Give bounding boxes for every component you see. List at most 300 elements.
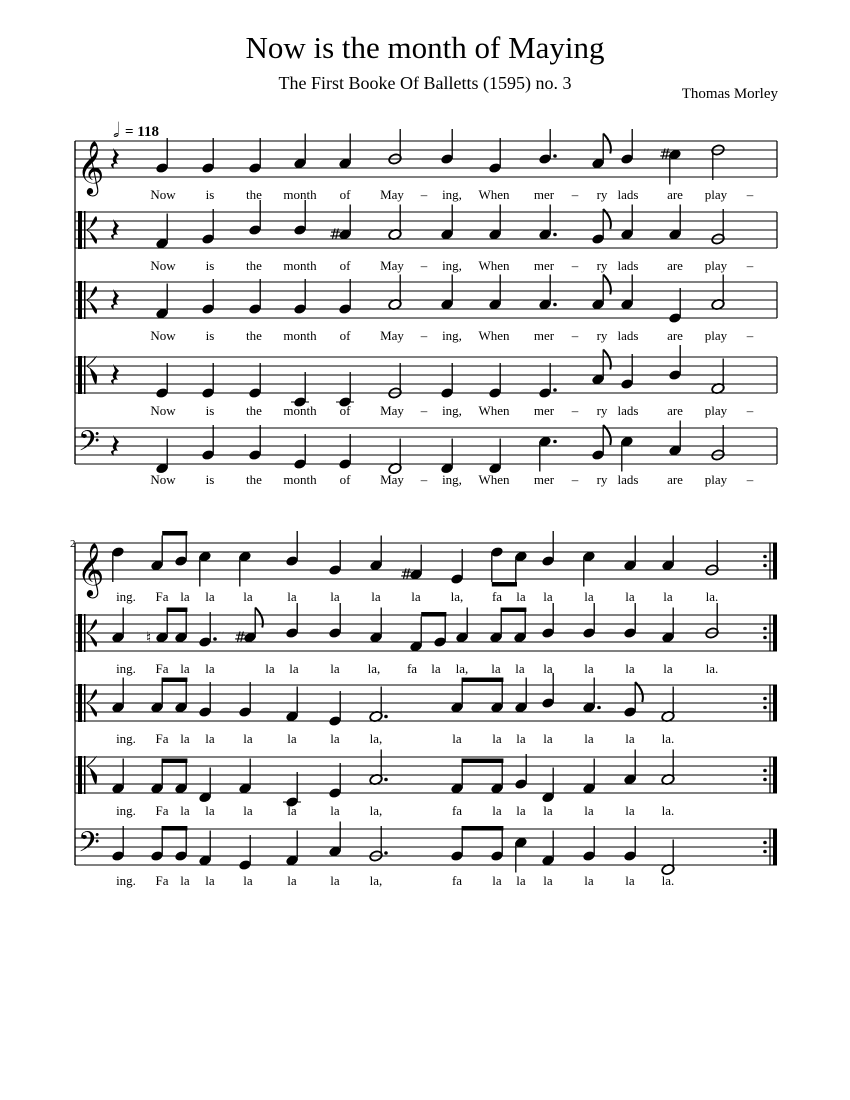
note [248, 279, 262, 315]
lyric-syllable: la [289, 661, 299, 676]
note [582, 759, 596, 795]
note [155, 284, 169, 320]
lyric-syllable: month [283, 403, 317, 418]
lyric-syllable: la [492, 731, 502, 746]
note [514, 551, 528, 587]
note [661, 536, 675, 572]
note [285, 687, 299, 723]
note [238, 759, 252, 795]
lyric-syllable: – [571, 472, 579, 487]
beam [162, 759, 187, 764]
note [234, 608, 257, 647]
lyric-syllable: – [746, 328, 754, 343]
note [201, 209, 215, 245]
lyric-syllable: – [746, 403, 754, 418]
note [620, 354, 634, 390]
note [198, 831, 212, 867]
note [201, 425, 215, 461]
lyric-syllable: la [265, 661, 275, 676]
note [198, 768, 212, 804]
lyric-syllable: lads [617, 187, 639, 202]
lyric-syllable: la, [455, 661, 469, 676]
lyric-syllable: la [243, 731, 253, 746]
beam [162, 531, 187, 536]
note [450, 549, 464, 585]
staff-treble [75, 129, 777, 202]
lyric-syllable: la [180, 803, 190, 818]
beam [492, 582, 517, 587]
note [409, 617, 423, 653]
lyric-syllable: la [371, 589, 381, 604]
lyric-syllable: la [515, 661, 525, 676]
note [582, 826, 596, 862]
note [490, 759, 504, 795]
lyric-syllable: Now [150, 403, 176, 418]
treble-clef-icon: 𝄞 [77, 542, 105, 596]
lyric-syllable: la [584, 661, 594, 676]
lyric-syllable: lads [617, 472, 639, 487]
lyric-syllable: la [180, 873, 190, 888]
lyric-syllable: month [283, 328, 317, 343]
note [490, 826, 504, 862]
note [668, 345, 682, 381]
lyric-syllable: ing. [116, 661, 136, 676]
lyric-syllable: of [339, 403, 351, 418]
note [400, 545, 423, 584]
note [541, 673, 555, 709]
lyric-syllable: la [330, 731, 340, 746]
lyric-syllable: month [283, 258, 317, 273]
note [369, 687, 388, 723]
note [538, 129, 557, 165]
lyric-syllable: la, [369, 803, 383, 818]
lyric-syllable: la [287, 731, 297, 746]
lyric-syllable: ing, [442, 187, 462, 202]
lyrics-line [150, 258, 753, 273]
note [440, 129, 454, 165]
lyric-syllable: Fa [155, 803, 169, 818]
note [711, 359, 725, 395]
note [293, 279, 307, 315]
note [582, 603, 596, 639]
lyric-syllable: ing. [116, 873, 136, 888]
tempo-mark [113, 118, 159, 142]
lyric-syllable: la. [705, 661, 719, 676]
lyric-syllable: la, [369, 731, 383, 746]
lyric-syllable: fa [491, 589, 503, 604]
lyric-syllable: la [243, 589, 253, 604]
page-title: Now is the month of Maying [245, 30, 605, 65]
lyric-syllable: la [663, 589, 673, 604]
lyric-syllable: – [571, 403, 579, 418]
note [146, 608, 169, 647]
lyric-syllable: la [625, 731, 635, 746]
lyrics-line [116, 873, 674, 888]
lyric-syllable: la [584, 803, 594, 818]
staff-treble [75, 531, 777, 604]
note [591, 134, 605, 170]
lyric-syllable: Now [150, 258, 176, 273]
flag [603, 275, 611, 295]
lyric-syllable: la [543, 731, 553, 746]
lyric-syllable: Fa [155, 731, 169, 746]
lyric-syllable: the [246, 472, 262, 487]
note [338, 279, 352, 315]
lyric-syllable: play [704, 328, 728, 343]
lyric-syllable: play [704, 187, 728, 202]
note [248, 138, 262, 174]
lyric-syllable: is [205, 403, 215, 418]
note [488, 439, 502, 475]
lyric-syllable: la [625, 661, 635, 676]
lyric-syllable: When [478, 258, 510, 273]
lyric-syllable: – [420, 472, 428, 487]
lyrics-line [150, 187, 753, 202]
lyric-syllable: When [478, 403, 510, 418]
note [174, 826, 188, 862]
lyric-syllable: of [339, 328, 351, 343]
lyric-syllable: is [205, 328, 215, 343]
note [329, 205, 352, 244]
note [661, 840, 675, 876]
lyric-syllable: is [205, 258, 215, 273]
lyric-syllable: la [492, 803, 502, 818]
note [238, 551, 252, 587]
note [513, 608, 527, 644]
staff-tenor [75, 750, 777, 819]
note [328, 603, 342, 639]
note [541, 603, 555, 639]
sharp-icon: # [400, 565, 413, 584]
note [150, 826, 164, 862]
lyric-syllable: are [667, 403, 683, 418]
lyric-syllable: May [380, 403, 404, 418]
lyric-syllable: – [420, 258, 428, 273]
bass-clef-icon: 𝄢 [78, 425, 100, 465]
lyrics-line [116, 803, 674, 818]
note [369, 750, 388, 786]
note [620, 275, 634, 311]
flag [255, 608, 263, 628]
lyric-syllable: la [243, 873, 253, 888]
note [620, 129, 634, 165]
note [198, 551, 212, 587]
lyric-syllable: la [205, 873, 215, 888]
lyric-syllable: play [704, 472, 728, 487]
lyric-syllable: ing, [442, 258, 462, 273]
lyric-syllable: lads [617, 403, 639, 418]
note [705, 540, 719, 576]
note [440, 275, 454, 311]
lyric-syllable: Now [150, 187, 176, 202]
lyric-syllable: ing. [116, 803, 136, 818]
note [582, 678, 601, 714]
quarter-rest [111, 289, 119, 310]
lyric-syllable: la [584, 731, 594, 746]
lyrics-line [116, 589, 718, 604]
note [538, 205, 557, 241]
note [293, 200, 307, 236]
lyric-syllable: May [380, 472, 404, 487]
lyric-syllable: the [246, 328, 262, 343]
lyric-syllable: ry [596, 403, 608, 418]
quarter-rest [111, 148, 119, 169]
sharp-icon: # [329, 225, 342, 244]
lyric-syllable: – [420, 328, 428, 343]
note [388, 363, 402, 399]
lyric-syllable: ry [596, 258, 608, 273]
lyric-syllable: la [543, 661, 553, 676]
lyric-syllable: ry [596, 328, 608, 343]
lyric-syllable: la [330, 661, 340, 676]
lyric-syllable: When [478, 472, 510, 487]
note [338, 434, 352, 470]
note [514, 837, 528, 873]
lyric-syllable: la. [661, 803, 675, 818]
lyric-syllable: la [431, 661, 441, 676]
note [623, 682, 637, 718]
note [155, 363, 169, 399]
lyric-syllable: are [667, 328, 683, 343]
lyric-syllable: are [667, 187, 683, 202]
note [591, 425, 605, 461]
note [538, 275, 557, 311]
note [541, 831, 555, 867]
lyrics-line [150, 403, 753, 418]
composer-name: Thomas Morley [681, 86, 778, 102]
note [668, 288, 682, 324]
note [490, 546, 504, 582]
lyric-syllable: Fa [155, 661, 169, 676]
page-subtitle: The First Booke Of Balletts (1595) no. 3 [278, 73, 572, 93]
lyric-syllable: of [339, 258, 351, 273]
lyric-syllable: lads [617, 328, 639, 343]
lyric-syllable: la [330, 873, 340, 888]
note [440, 439, 454, 475]
lyric-syllable: ry [596, 472, 608, 487]
lyric-syllable: is [205, 187, 215, 202]
lyric-syllable: May [380, 187, 404, 202]
note [488, 205, 502, 241]
note [488, 275, 502, 311]
lyric-syllable: la [543, 873, 553, 888]
note [388, 439, 402, 475]
note [248, 200, 262, 236]
note [198, 612, 217, 648]
note [705, 603, 719, 639]
lyric-syllable: la [205, 803, 215, 818]
lyric-syllable: la [584, 589, 594, 604]
note [659, 146, 682, 185]
staff-alto [75, 275, 777, 344]
note [620, 205, 634, 241]
sharp-icon: # [659, 145, 672, 164]
lyric-syllable: fa [451, 873, 463, 888]
note [591, 275, 605, 311]
lyric-syllable: la [287, 803, 297, 818]
lyric-syllable: la [287, 873, 297, 888]
note [388, 205, 402, 241]
lyric-syllable: month [283, 187, 317, 202]
note [488, 138, 502, 174]
lyric-syllable: the [246, 403, 262, 418]
lyric-syllable: ing. [116, 731, 136, 746]
tempo-value: = 118 [125, 124, 159, 140]
lyric-syllable: Fa [155, 589, 169, 604]
note [433, 612, 447, 648]
beam [462, 759, 503, 764]
note [661, 608, 675, 644]
lyrics-line [116, 661, 718, 676]
lyric-syllable: are [667, 472, 683, 487]
note [248, 363, 262, 399]
lyric-syllable: la [452, 731, 462, 746]
lyric-syllable: la [205, 661, 215, 676]
staff-alto [75, 200, 777, 273]
note [440, 363, 454, 399]
beam [162, 826, 187, 831]
beam [167, 608, 187, 613]
lyric-syllable: mer [533, 472, 555, 487]
note [450, 759, 464, 795]
lyric-syllable: – [420, 187, 428, 202]
half-note-icon: 𝅗𝅥 [113, 118, 120, 142]
note [150, 759, 164, 795]
note [328, 763, 342, 799]
note [668, 421, 682, 457]
note [450, 826, 464, 862]
lyric-syllable: la. [661, 873, 675, 888]
lyric-syllable: the [246, 187, 262, 202]
lyric-syllable: la [180, 589, 190, 604]
lyric-syllable: la [543, 803, 553, 818]
lyric-syllable: May [380, 258, 404, 273]
lyric-syllable: la [180, 731, 190, 746]
note [440, 205, 454, 241]
lyric-syllable: la [492, 873, 502, 888]
note [174, 759, 188, 795]
note [328, 822, 342, 858]
note [455, 608, 469, 644]
beam [501, 608, 526, 613]
quarter-rest [111, 435, 119, 456]
lyric-syllable: – [746, 472, 754, 487]
lyric-syllable: lads [617, 258, 639, 273]
note [201, 279, 215, 315]
note [293, 134, 307, 170]
lyric-syllable: play [704, 403, 728, 418]
note [293, 434, 307, 470]
quarter-rest [111, 364, 119, 385]
lyric-syllable: la. [705, 589, 719, 604]
lyric-syllable: la [411, 589, 421, 604]
lyric-syllable: la [243, 803, 253, 818]
lyric-syllable: Now [150, 472, 176, 487]
lyric-syllable: May [380, 328, 404, 343]
note [285, 831, 299, 867]
note [489, 608, 503, 644]
note [388, 275, 402, 311]
treble-clef-icon: 𝄞 [77, 140, 105, 194]
lyric-syllable: la [330, 589, 340, 604]
lyric-syllable: – [420, 403, 428, 418]
lyric-syllable: la [516, 731, 526, 746]
lyric-syllable: When [478, 328, 510, 343]
note [285, 603, 299, 639]
flag [603, 134, 611, 154]
note [369, 608, 383, 644]
note [388, 129, 402, 165]
lyric-syllable: la [330, 803, 340, 818]
note [111, 826, 125, 862]
note [111, 546, 125, 582]
lyric-syllable: ing, [442, 403, 462, 418]
note [369, 826, 388, 862]
note [538, 436, 557, 472]
lyric-syllable: la. [661, 731, 675, 746]
flag [603, 350, 611, 370]
note [174, 608, 188, 644]
staff-alto [75, 673, 777, 746]
lyric-syllable: la, [367, 661, 381, 676]
note [711, 144, 725, 180]
note [328, 691, 342, 727]
lyric-syllable: la, [450, 589, 464, 604]
note [514, 678, 528, 714]
staff-bass [75, 822, 777, 889]
natural-icon: ♮ [146, 628, 152, 647]
lyrics-line [150, 472, 753, 487]
note [155, 138, 169, 174]
note [328, 540, 342, 576]
note [620, 436, 634, 472]
note [623, 603, 637, 639]
lyric-syllable: la [516, 803, 526, 818]
lyrics-line [116, 731, 674, 746]
note [155, 439, 169, 475]
lyric-syllable: la [287, 589, 297, 604]
note [711, 425, 725, 461]
lyric-syllable: month [283, 472, 317, 487]
note [623, 826, 637, 862]
note [490, 678, 504, 714]
lyric-syllable: la [663, 661, 673, 676]
note [711, 275, 725, 311]
staff-alto [75, 603, 777, 676]
note [111, 608, 125, 644]
note [668, 205, 682, 241]
note [111, 759, 125, 795]
note [201, 363, 215, 399]
staff-bass [75, 421, 777, 488]
beam [462, 678, 503, 683]
lyric-syllable: the [246, 258, 262, 273]
beam [162, 678, 187, 683]
note [198, 682, 212, 718]
beam [421, 612, 446, 617]
note [661, 750, 675, 786]
note [369, 536, 383, 572]
lyric-syllable: la [584, 873, 594, 888]
lyrics-line [150, 328, 753, 343]
lyric-syllable: ry [596, 187, 608, 202]
lyric-syllable: ing. [116, 589, 136, 604]
lyric-syllable: – [746, 258, 754, 273]
bass-clef-icon: 𝄢 [78, 826, 100, 866]
staff-tenor [75, 345, 777, 418]
note [582, 551, 596, 587]
lyric-syllable: – [571, 187, 579, 202]
